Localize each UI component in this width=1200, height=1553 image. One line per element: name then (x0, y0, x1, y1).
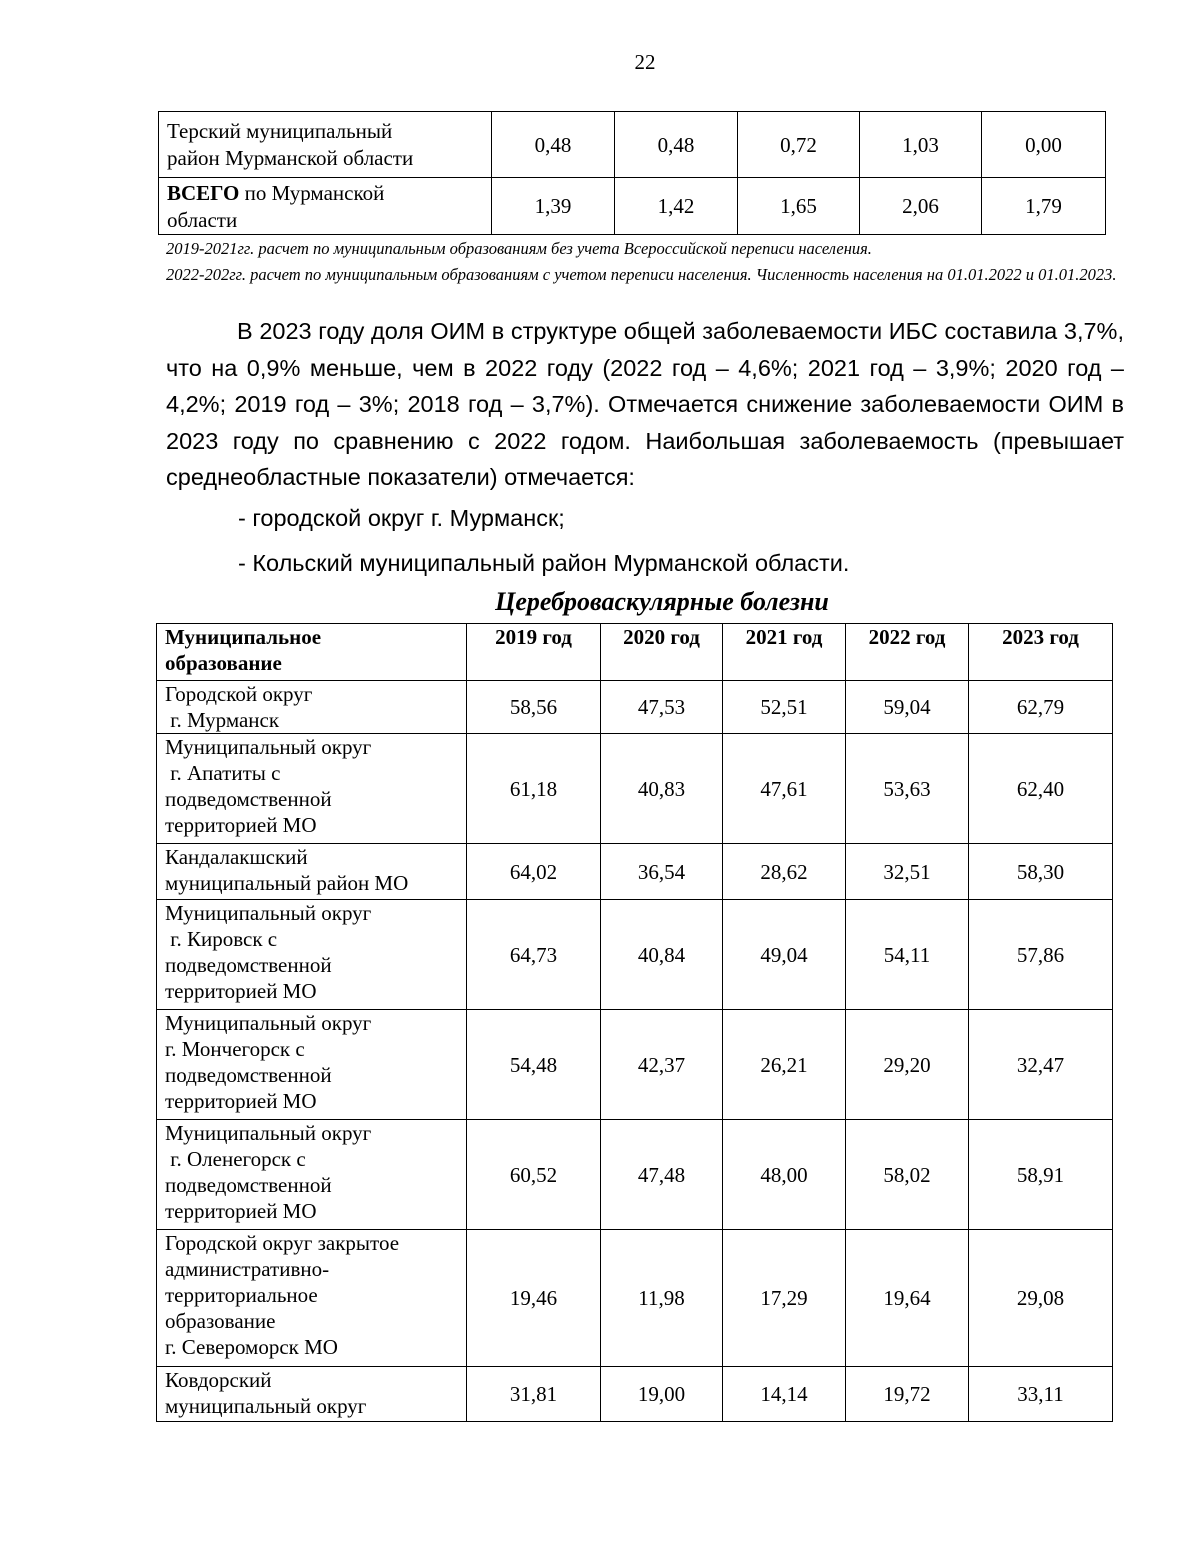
value-cell: 0,48 (492, 112, 615, 178)
row-name-line: территорией МО (165, 813, 317, 837)
value-cell: 62,79 (969, 681, 1113, 734)
row-name-line: муниципальный район МО (165, 871, 409, 895)
row-name-line: подведомственной (165, 1063, 332, 1087)
row-name-line: территорией МО (165, 979, 317, 1003)
value-cell: 32,51 (846, 844, 969, 900)
value-cell: 47,61 (723, 734, 846, 844)
row-name (157, 734, 467, 844)
value-cell: 1,65 (738, 178, 860, 235)
total-label: ВСЕГО (167, 181, 240, 205)
row-name (157, 1230, 467, 1367)
table-row (157, 900, 1113, 1010)
value-cell: 40,84 (601, 900, 723, 1010)
row-name-line: район Мурманской области (167, 146, 414, 170)
value-cell: 14,14 (723, 1367, 846, 1422)
table-title: Цереброваскулярные болезни (495, 587, 829, 616)
value-cell: 19,46 (467, 1230, 601, 1367)
row-name (157, 900, 467, 1010)
value-cell: 60,52 (467, 1120, 601, 1230)
value-cell: 58,56 (467, 681, 601, 734)
value-cell: 42,37 (601, 1010, 723, 1120)
table-row (157, 681, 1113, 734)
table-row (159, 112, 1106, 178)
value-cell: 2,06 (860, 178, 982, 235)
value-cell: 19,00 (601, 1367, 723, 1422)
value-cell: 61,18 (467, 734, 601, 844)
row-name-line: муниципальный округ (165, 1394, 367, 1418)
row-name-line: г. Мончегорск с (165, 1037, 305, 1061)
value-cell: 49,04 (723, 900, 846, 1010)
row-name-line: административно- (165, 1257, 330, 1281)
value-cell: 53,63 (846, 734, 969, 844)
header-year: 2019 год (467, 624, 601, 681)
row-name-line: территорией МО (165, 1089, 317, 1113)
value-cell: 48,00 (723, 1120, 846, 1230)
value-cell: 54,48 (467, 1010, 601, 1120)
row-name-line: Городской округ закрытое (165, 1231, 400, 1255)
value-cell: 31,81 (467, 1367, 601, 1422)
list-item: - городской округ г. Мурманск; (238, 504, 565, 531)
row-name-line: г. Оленегорск с (165, 1147, 306, 1171)
value-cell: 57,86 (969, 900, 1113, 1010)
value-cell: 11,98 (601, 1230, 723, 1367)
value-cell: 64,73 (467, 900, 601, 1010)
value-cell: 33,11 (969, 1367, 1113, 1422)
value-cell: 1,03 (860, 112, 982, 178)
table-row (157, 1120, 1113, 1230)
row-name (157, 681, 467, 734)
row-name (157, 844, 467, 900)
table-row (157, 1230, 1113, 1367)
row-name-line: Ковдорский (165, 1368, 272, 1392)
row-name-line: подведомственной (165, 953, 332, 977)
row-name-line: г. Апатиты с (165, 761, 281, 785)
row-name-line: подведомственной (165, 1173, 332, 1197)
table-row (157, 1010, 1113, 1120)
value-cell: 58,30 (969, 844, 1113, 900)
paragraph: В 2023 году доля ОИМ в структуре общей заболеваемости ИБС составила 3,7%, что на 0,9% меньше, чем в 2022 году (2022 год – 4,6%; 2021 год – 3,9%; 2020 год – 4,2%; 2019 год – 3%; 2018 год – 3,7%). Отмечается снижение заболеваемости ОИМ в 2023 году по сравнению с 2022 годом. Наибольшая заболеваемость (превышает среднеобластные показатели) отмечается: (166, 318, 1124, 490)
row-name (157, 1010, 467, 1120)
row-name-line: г. Мурманск (165, 708, 280, 732)
value-cell: 1,42 (615, 178, 738, 235)
row-name-line: Кандалакшский (165, 845, 308, 869)
row-name-line: Городской округ (165, 682, 313, 706)
value-cell: 17,29 (723, 1230, 846, 1367)
value-cell: 26,21 (723, 1010, 846, 1120)
header-year: 2023 год (969, 624, 1113, 681)
row-name-line: Муниципальный округ (165, 735, 372, 759)
row-name-line: Муниципальный округ (165, 1121, 372, 1145)
row-name-line: Муниципальный округ (165, 1011, 372, 1035)
row-name-line: по Мурманской (239, 181, 385, 205)
row-name-line: территориальное (165, 1283, 318, 1307)
table-row (159, 178, 1106, 235)
note: 2022-202гг. расчет по муниципальным образованиям с учетом переписи населения. Численность населения на 01.01.2022 и 01.01.2023. (166, 265, 1117, 284)
value-cell: 29,20 (846, 1010, 969, 1120)
list-item: - Кольский муниципальный район Мурманской области. (238, 550, 850, 576)
row-name-line: области (167, 208, 238, 232)
value-cell: 0,72 (738, 112, 860, 178)
table-row (157, 734, 1113, 844)
table-notes (166, 236, 1124, 288)
value-cell: 54,11 (846, 900, 969, 1010)
table-row (157, 1367, 1113, 1422)
row-name-line: подведомственной (165, 787, 332, 811)
value-cell: 0,00 (982, 112, 1106, 178)
value-cell: 1,39 (492, 178, 615, 235)
value-cell: 40,83 (601, 734, 723, 844)
value-cell: 28,62 (723, 844, 846, 900)
value-cell: 64,02 (467, 844, 601, 900)
row-name-line: территорией МО (165, 1199, 317, 1223)
value-cell: 36,54 (601, 844, 723, 900)
row-name (157, 1367, 467, 1422)
value-cell: 62,40 (969, 734, 1113, 844)
table-row (157, 844, 1113, 900)
row-name (159, 112, 492, 178)
row-name-line: Муниципальный округ (165, 901, 372, 925)
header-year: 2022 год (846, 624, 969, 681)
value-cell: 47,53 (601, 681, 723, 734)
row-name (157, 1120, 467, 1230)
header-year: 2020 год (601, 624, 723, 681)
value-cell: 52,51 (723, 681, 846, 734)
value-cell: 58,02 (846, 1120, 969, 1230)
header-year: 2021 год (723, 624, 846, 681)
value-cell: 58,91 (969, 1120, 1113, 1230)
top-table (158, 111, 1106, 235)
value-cell: 19,72 (846, 1367, 969, 1422)
note: 2019-2021гг. расчет по муниципальным образованиям без учета Всероссийской переписи населения. (166, 239, 872, 258)
row-name-line: образование (165, 1309, 276, 1333)
page-number: 22 (634, 50, 656, 74)
table-header-row (157, 624, 1113, 681)
value-cell: 32,47 (969, 1010, 1113, 1120)
value-cell: 1,79 (982, 178, 1106, 235)
header-municipality: Муниципальное образование (157, 624, 467, 681)
row-name-line: г. Кировск с (165, 927, 278, 951)
row-name-line: г. Североморск МО (165, 1335, 338, 1359)
body-text (166, 313, 1124, 582)
value-cell: 59,04 (846, 681, 969, 734)
row-name-line: Терский муниципальный (167, 119, 393, 143)
value-cell: 0,48 (615, 112, 738, 178)
value-cell: 19,64 (846, 1230, 969, 1367)
row-name (159, 178, 492, 235)
value-cell: 47,48 (601, 1120, 723, 1230)
value-cell: 29,08 (969, 1230, 1113, 1367)
main-table (156, 623, 1113, 1422)
